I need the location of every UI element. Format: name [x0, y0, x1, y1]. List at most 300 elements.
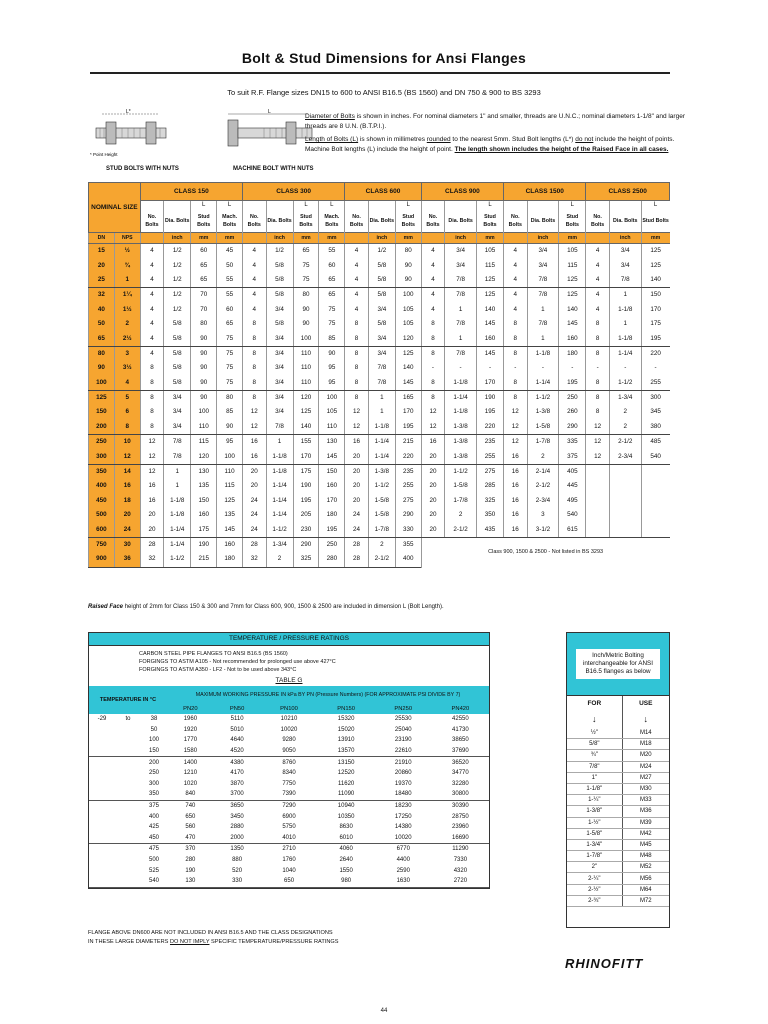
table-cell: 28: [345, 537, 369, 552]
class-900-header: CLASS 900: [421, 183, 503, 201]
unit-cell: mm: [319, 233, 345, 244]
temp-cell: 1770: [183, 737, 198, 744]
table-cell: 1/2: [164, 244, 191, 259]
table-cell: 4: [140, 244, 164, 259]
table-cell: 30: [114, 537, 140, 552]
table-cell: 20: [114, 508, 140, 522]
table-cell: 3/4: [527, 258, 559, 272]
table-cell: 8: [504, 376, 528, 391]
table-cell: 65: [319, 288, 345, 303]
temp-cell: 740: [185, 803, 196, 810]
table-cell: 1-1/4: [266, 494, 293, 508]
temp-cell: [89, 855, 115, 866]
temp-cell: 10940: [337, 803, 355, 810]
table-cell: 110: [293, 376, 319, 391]
temp-cell: 2640: [339, 857, 353, 864]
table-cell: 235: [395, 464, 421, 479]
temp-cell: 1210: [183, 770, 198, 777]
unit-cell: inch: [368, 233, 395, 244]
table-cell: 2: [266, 552, 293, 567]
table-cell: 120: [395, 331, 421, 346]
table-cell: 16: [504, 449, 528, 464]
l-star-label: L*: [126, 109, 131, 115]
temp-cell: [89, 822, 115, 833]
interchange-row: [567, 806, 669, 817]
column-subheader: Mach. Bolts: [319, 209, 345, 233]
metric-size: M20: [622, 750, 669, 761]
table-cell: 1-3/8: [445, 420, 477, 435]
table-row: [89, 244, 670, 259]
table-cell: 75: [319, 303, 345, 317]
table-cell: 20: [421, 508, 445, 522]
table-cell: 125: [476, 288, 503, 303]
temp-cell: 15020: [337, 726, 355, 733]
table-cell: 85: [217, 405, 243, 419]
table-cell: 195: [476, 405, 503, 419]
table-cell: 4: [140, 303, 164, 317]
table-row: [89, 258, 670, 272]
temp-cell: [115, 833, 141, 844]
temp-cell: 280: [185, 857, 196, 864]
table-cell: 4: [140, 288, 164, 303]
table-cell: 100: [319, 390, 345, 405]
table-cell: 195: [319, 522, 345, 537]
temp-cell: [89, 865, 115, 876]
table-cell: 12: [504, 420, 528, 435]
table-cell: 36: [114, 552, 140, 567]
temp-cell: 330: [214, 876, 261, 887]
l-marker-cell: [445, 201, 477, 210]
table-cell: 1/2: [368, 244, 395, 259]
temp-cell: 37690: [432, 746, 489, 757]
raised-face-note: Raised Face height of 2mm for Class 150 & 300 and 7mm for Class 600, 900, 1500 & 2500 are included in dimension L (Bolt Length).: [88, 604, 444, 610]
metric-size: M30: [622, 783, 669, 794]
table-cell: 1-1/2: [164, 552, 191, 567]
table-cell: 350: [89, 464, 115, 479]
unit-cell: [421, 233, 445, 244]
table-cell: 3/4: [164, 390, 191, 405]
table-cell: 1-5/8: [368, 508, 395, 522]
table-cell: 105: [476, 244, 503, 259]
table-cell: 1-1/8: [164, 494, 191, 508]
temp-cell: 15320: [337, 716, 355, 723]
table-cell: 12: [586, 449, 610, 464]
table-cell: 12: [345, 405, 369, 419]
table-cell: 75: [217, 346, 243, 361]
temp-cell: to: [125, 716, 131, 723]
l-marker-cell: [345, 201, 369, 210]
temp-cell: [89, 833, 115, 844]
table-cell: 1/2: [164, 258, 191, 272]
temp-cell: 350: [141, 789, 167, 800]
pn-header: PN20: [167, 704, 214, 714]
table-cell: 90: [191, 361, 217, 375]
table-cell: 4: [504, 288, 528, 303]
table-cell: 145: [217, 522, 243, 537]
pn-header: PN150: [318, 704, 375, 714]
table-cell: 1/2: [266, 244, 293, 259]
table-cell: 1-1/8: [609, 303, 641, 317]
table-cell: 4: [586, 303, 610, 317]
table-cell: 5/8: [164, 331, 191, 346]
table-cell: 20: [140, 508, 164, 522]
table-row: [89, 508, 670, 522]
table-cell: 8: [243, 331, 267, 346]
table-cell: 140: [641, 273, 669, 288]
table-cell: 435: [476, 522, 503, 537]
table-cell: 16: [345, 435, 369, 450]
table-cell: 110: [191, 420, 217, 435]
table-cell: 5/8: [266, 317, 293, 331]
table-cell: 16: [504, 494, 528, 508]
temp-cell: 34770: [452, 770, 469, 777]
metric-size: M45: [622, 839, 669, 850]
temp-cell: 21910: [394, 759, 412, 766]
temp-cell: [115, 768, 141, 779]
table-cell: 1/2: [164, 288, 191, 303]
column-subheader: No. Bolts: [345, 209, 369, 233]
l-marker-cell: L: [641, 201, 669, 210]
temp-cell: [89, 789, 115, 800]
table-cell: 2-1/2: [445, 522, 477, 537]
column-subheader: Dia. Bolts: [609, 209, 641, 233]
large-dn-footnote: Class 900, 1500 & 2500 - Not listed in BS 3293: [421, 537, 669, 567]
table-cell: 180: [217, 552, 243, 567]
inch-size: 7/8": [567, 761, 622, 772]
l-marker-cell: [609, 201, 641, 210]
temp-cell: 10210: [280, 716, 298, 723]
temp-cell: 1960: [183, 716, 198, 723]
table-cell: 55: [217, 273, 243, 288]
temp-cell: 23960: [452, 824, 469, 831]
table-cell: 1/2: [164, 303, 191, 317]
table-cell: 16: [504, 508, 528, 522]
table-cell: 12: [345, 420, 369, 435]
table-cell: 115: [217, 479, 243, 493]
table-cell: 135: [217, 508, 243, 522]
unit-cell: inch: [164, 233, 191, 244]
table-cell: 8: [586, 331, 610, 346]
temp-cell: 50: [150, 726, 158, 733]
table-cell: 20: [345, 449, 369, 464]
table-cell: 125: [476, 273, 503, 288]
table-cell: 110: [293, 346, 319, 361]
l-marker-cell: [527, 201, 559, 210]
temp-cell: 11290: [452, 846, 469, 853]
temp-row: [89, 876, 489, 887]
table-cell: 20: [421, 449, 445, 464]
temp-row: [89, 757, 489, 768]
table-cell: 7/8: [527, 273, 559, 288]
table-cell: 8: [345, 317, 369, 331]
table-cell: 20: [243, 464, 267, 479]
table-cell: 1-3/8: [445, 435, 477, 450]
table-cell: 4: [421, 273, 445, 288]
table-cell: 12: [586, 435, 610, 450]
table-row: [89, 303, 670, 317]
temp-cell: 2720: [432, 876, 489, 887]
table-cell: 165: [395, 390, 421, 405]
class-300-header: CLASS 300: [243, 183, 345, 201]
table-cell: 2-3/4: [527, 494, 559, 508]
table-cell: 145: [559, 317, 586, 331]
inch-size: 1-¼": [567, 795, 622, 806]
temp-cell: 4060: [339, 846, 353, 853]
inch-size: 2": [567, 862, 622, 873]
temp-cell: [89, 757, 115, 768]
table-cell: 1-3/8: [445, 449, 477, 464]
column-subheader: Stud Bolts: [395, 209, 421, 233]
table-cell: 80: [293, 288, 319, 303]
table-row: [89, 449, 670, 464]
unit-cell: inch: [445, 233, 477, 244]
table-cell: 50: [89, 317, 115, 331]
temp-cell: [115, 725, 141, 736]
table-cell: 900: [89, 552, 115, 567]
nominal-size-header: NOMINAL SIZE: [89, 183, 141, 233]
column-subheader: Stud Bolts: [476, 209, 503, 233]
temp-cell: 520: [232, 867, 243, 874]
temp-cell: 4400: [396, 857, 410, 864]
table-cell: 2½: [114, 331, 140, 346]
temp-cell: 7290: [282, 803, 296, 810]
column-subheader: Dia. Bolts: [164, 209, 191, 233]
table-cell: 125: [641, 244, 669, 259]
table-cell: 4: [140, 346, 164, 361]
table-cell: 65: [191, 258, 217, 272]
temp-cell: 32280: [452, 780, 469, 787]
table-cell: 160: [476, 331, 503, 346]
table-cell: 180: [559, 346, 586, 361]
table-cell: 4: [243, 288, 267, 303]
l-label: L: [268, 109, 271, 115]
table-cell: 75: [217, 361, 243, 375]
temp-cell: 4520: [214, 746, 261, 757]
table-cell: 2-1/2: [527, 479, 559, 493]
temp-cell: 4320: [453, 867, 468, 874]
table-cell: 145: [319, 449, 345, 464]
temp-cell: [115, 865, 141, 876]
table-cell: 24: [345, 508, 369, 522]
interchange-row: [567, 783, 669, 794]
temp-cell: 10020: [375, 833, 432, 844]
temp-cell: 10020: [280, 726, 298, 733]
table-cell: 150: [191, 494, 217, 508]
class-150-header: CLASS 150: [140, 183, 242, 201]
table-cell: 600: [89, 522, 115, 537]
table-cell: 7/8: [527, 288, 559, 303]
unit-cell: inch: [266, 233, 293, 244]
temp-cell: 13150: [337, 759, 355, 766]
table-cell: [586, 508, 610, 522]
table-cell: 20: [345, 494, 369, 508]
table-cell: 20: [243, 479, 267, 493]
temp-cell: 18230: [394, 803, 412, 810]
temp-cell: 3650: [230, 803, 244, 810]
table-cell: 24: [243, 494, 267, 508]
temp-cell: [89, 768, 115, 779]
interchange-row: [567, 862, 669, 873]
table-cell: 8: [345, 331, 369, 346]
l-marker-cell: [164, 201, 191, 210]
table-cell: 1: [445, 303, 477, 317]
inch-size: 1": [567, 772, 622, 783]
table-cell: 290: [395, 508, 421, 522]
table-cell: 175: [293, 464, 319, 479]
table-cell: 75: [217, 376, 243, 391]
temp-cell: 5750: [282, 824, 296, 831]
table-cell: 4: [345, 303, 369, 317]
table-cell: 4: [586, 273, 610, 288]
table-cell: 1: [609, 288, 641, 303]
stud-bolt-caption: STUD BOLTS WITH NUTS: [106, 166, 179, 172]
table-cell: 1-1/8: [266, 464, 293, 479]
point-height-label: * Point Height: [90, 152, 118, 157]
table-row: [89, 522, 670, 537]
table-cell: 7/8: [368, 376, 395, 391]
table-cell: 275: [476, 464, 503, 479]
table-cell: 20: [421, 494, 445, 508]
table-cell: 1: [266, 435, 293, 450]
table-cell: 140: [559, 303, 586, 317]
table-cell: 2: [114, 317, 140, 331]
table-cell: 8: [586, 390, 610, 405]
temp-cell: 450: [141, 833, 167, 844]
table-cell: 20: [345, 464, 369, 479]
table-cell: 4: [140, 258, 164, 272]
table-cell: 8: [243, 390, 267, 405]
temp-cell: [89, 725, 115, 736]
table-cell: 60: [191, 244, 217, 259]
unit-cell: mm: [476, 233, 503, 244]
max-pressure-header: MAXIMUM WORKING PRESSURE IN kPa BY PN (Pressure Numbers) (FOR APPROXIMATE PSI DIVIDE BY 7): [167, 686, 489, 704]
temp-cell: 1400: [183, 759, 198, 766]
table-cell: [609, 464, 641, 479]
table-cell: 3/4: [527, 244, 559, 259]
temp-cell: [115, 746, 141, 757]
table-cell: 7/8: [527, 317, 559, 331]
table-cell: 1-1/4: [609, 346, 641, 361]
temp-cell: 8340: [282, 770, 296, 777]
table-cell: 20: [140, 522, 164, 537]
table-cell: 105: [319, 405, 345, 419]
l-marker-cell: [421, 201, 445, 210]
table-cell: 170: [293, 449, 319, 464]
temp-cell: 475: [148, 846, 159, 853]
temp-cell: 130: [167, 876, 214, 887]
table-cell: 4: [421, 244, 445, 259]
table-cell: 4: [504, 303, 528, 317]
table-cell: 8: [421, 346, 445, 361]
table-cell: 215: [191, 552, 217, 567]
table-cell: 140: [476, 303, 503, 317]
table-row: [89, 288, 670, 303]
interchange-row: [567, 873, 669, 884]
table-cell: 80: [217, 390, 243, 405]
inch-size: 1-3/8": [567, 806, 622, 817]
table-cell: 135: [191, 479, 217, 493]
table-cell: [609, 522, 641, 537]
temp-row: [89, 746, 489, 757]
metric-size: M36: [622, 806, 669, 817]
table-cell: 2: [609, 420, 641, 435]
table-cell: 2: [445, 508, 477, 522]
table-cell: 195: [559, 376, 586, 391]
table-cell: 55: [217, 288, 243, 303]
unit-cell: inch: [527, 233, 559, 244]
note-length: Length of Bolts (L) is shown in millimetres rounded to the nearest 5mm. Stud Bolt lengths (L*) do not include the height of points. Machine Bolt lengths (L) include the height of point. The length shown includes the height of the Raised Face in all cases.: [305, 136, 675, 153]
table-cell: 100: [89, 376, 115, 391]
temp-cell: [89, 844, 115, 855]
table-cell: 125: [89, 390, 115, 405]
table-cell: -: [421, 361, 445, 375]
table-cell: 1¼: [114, 288, 140, 303]
temp-cell: 25530: [394, 716, 412, 723]
dn-header: DN: [89, 233, 115, 244]
table-cell: 12: [140, 449, 164, 464]
table-cell: 145: [476, 317, 503, 331]
table-cell: 750: [89, 537, 115, 552]
l-marker-cell: [140, 201, 164, 210]
table-cell: 170: [319, 494, 345, 508]
table-cell: 105: [559, 244, 586, 259]
bolting-interchange-title: Inch/Metric Bolting interchangeable for ANSI B16.5 flanges as below: [576, 649, 660, 679]
table-cell: 6: [114, 405, 140, 419]
table-cell: 12: [140, 464, 164, 479]
table-cell: -: [476, 361, 503, 375]
temp-cell: 42550: [452, 716, 469, 723]
table-cell: 65: [191, 273, 217, 288]
table-cell: 10: [114, 435, 140, 450]
table-cell: 8: [345, 390, 369, 405]
table-cell: 65: [89, 331, 115, 346]
table-cell: 3/4: [609, 244, 641, 259]
temp-cell: 470: [167, 833, 214, 844]
table-cell: 255: [641, 376, 669, 391]
table-cell: 75: [319, 317, 345, 331]
table-cell: 450: [89, 494, 115, 508]
temp-cell: 22610: [375, 746, 432, 757]
bolt-dimension-table: [88, 182, 670, 568]
temp-cell: 375: [148, 803, 159, 810]
metric-size: M48: [622, 851, 669, 862]
table-cell: 110: [217, 464, 243, 479]
table-cell: 1-7/8: [527, 435, 559, 450]
temp-row: [89, 865, 489, 876]
table-cell: [586, 479, 610, 493]
table-cell: 70: [191, 288, 217, 303]
inch-size: 1-½": [567, 817, 622, 828]
l-marker-cell: [243, 201, 267, 210]
metric-size: M39: [622, 817, 669, 828]
metric-size: M33: [622, 795, 669, 806]
table-cell: 55: [319, 244, 345, 259]
table-cell: 90: [191, 346, 217, 361]
table-cell: 4: [421, 258, 445, 272]
temp-cell: 1760: [282, 857, 296, 864]
temp-cell: 190: [185, 867, 196, 874]
column-subheader: Dia. Bolts: [266, 209, 293, 233]
table-cell: 7/8: [445, 346, 477, 361]
metric-size: M27: [622, 772, 669, 783]
table-cell: 100: [395, 288, 421, 303]
temp-cell: [115, 800, 141, 811]
table-cell: 1-7/8: [368, 522, 395, 537]
temp-cell: 36520: [452, 759, 469, 766]
table-cell: 155: [293, 435, 319, 450]
table-cell: 540: [641, 449, 669, 464]
table-cell: 4: [243, 303, 267, 317]
